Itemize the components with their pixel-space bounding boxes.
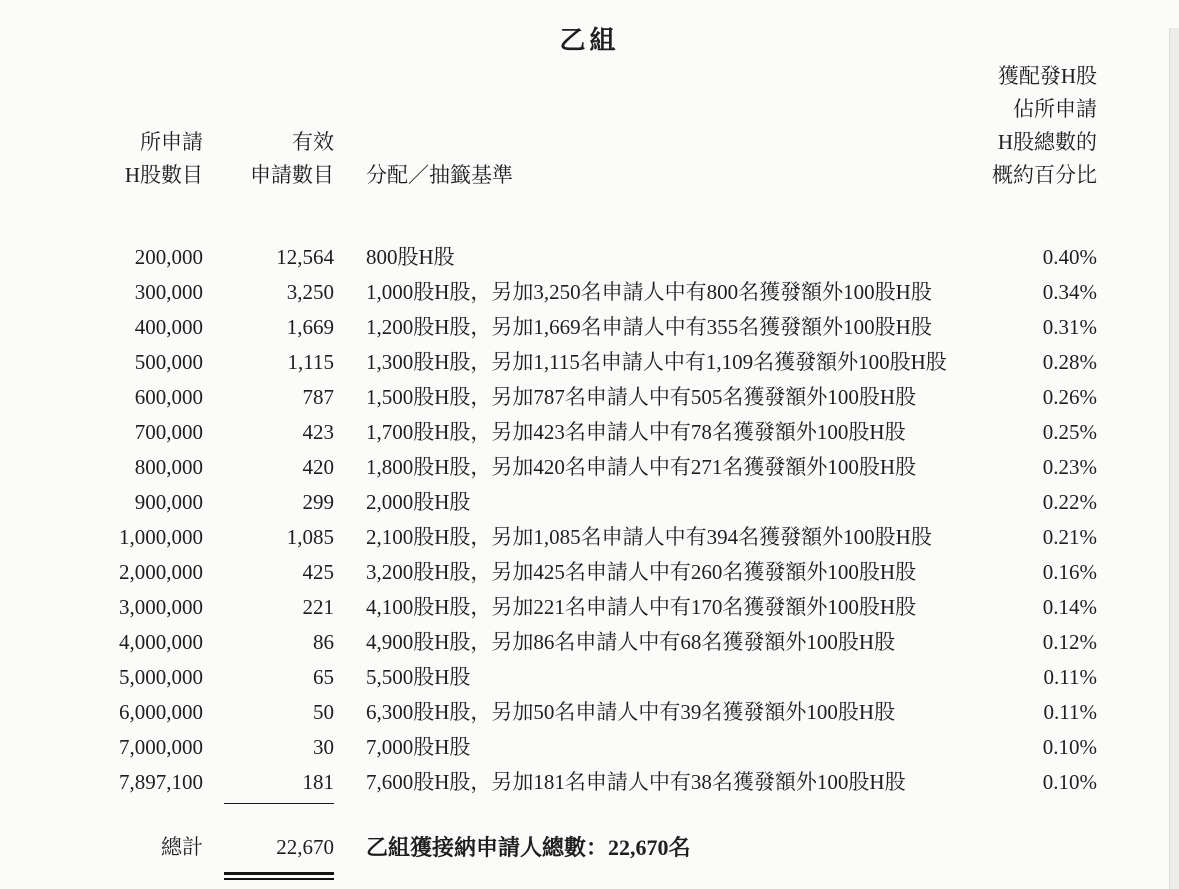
page-title: 乙組 <box>559 26 620 55</box>
scan-edge-shadow <box>1169 28 1179 889</box>
cell-applied-shares: 1,000,000 <box>119 525 203 549</box>
table-row <box>0 625 1179 660</box>
cell-percentage: 0.11% <box>1043 665 1097 689</box>
table-row <box>0 450 1179 485</box>
cell-percentage: 0.34% <box>1042 280 1097 304</box>
header-valid-applications <box>203 126 334 192</box>
header-percentage-line4: 概約百分比 <box>992 163 1097 187</box>
cell-applied-shares: 7,000,000 <box>119 735 203 759</box>
cell-valid-applications: 221 <box>302 595 334 619</box>
cell-valid-applications: 181 <box>302 770 334 794</box>
cell-applied-shares: 6,000,000 <box>119 700 203 724</box>
cell-valid-applications: 1,669 <box>286 315 334 339</box>
cell-allocation-basis: 5,500股H股 <box>366 665 471 689</box>
table-row <box>0 485 1179 520</box>
table-row <box>0 695 1179 730</box>
cell-percentage: 0.11% <box>1043 700 1097 724</box>
cell-applied-shares: 4,000,000 <box>119 630 203 654</box>
table-body <box>0 240 1179 800</box>
header-allocation-basis: 分配／抽籤基準 <box>366 163 513 187</box>
cell-applied-shares: 400,000 <box>134 315 203 339</box>
cell-allocation-basis: 4,900股H股，另加86名申請人中有68名獲發額外100股H股 <box>366 630 896 654</box>
header-percentage-line1: 獲配發H股 <box>997 64 1097 88</box>
header-applied-line1: 所申請 <box>140 130 203 154</box>
table-row <box>0 345 1179 380</box>
cell-applied-shares: 200,000 <box>134 245 203 269</box>
subtotal-rule-row <box>0 800 1179 804</box>
cell-allocation-basis: 7,000股H股 <box>366 735 471 759</box>
cell-valid-applications: 299 <box>302 490 334 514</box>
cell-valid-applications: 50 <box>313 700 334 724</box>
cell-applied-shares: 7,897,100 <box>119 770 203 794</box>
cell-allocation-basis: 1,800股H股，另加420名申請人中有271名獲發額外100股H股 <box>366 455 917 479</box>
cell-valid-applications: 3,250 <box>286 280 334 304</box>
cell-valid-applications: 12,564 <box>276 245 334 269</box>
cell-percentage: 0.26% <box>1042 385 1097 409</box>
cell-applied-shares: 2,000,000 <box>119 560 203 584</box>
cell-applied-shares: 800,000 <box>134 455 203 479</box>
table-row <box>0 380 1179 415</box>
cell-valid-applications: 65 <box>313 665 334 689</box>
header-valid-line1: 有效 <box>292 130 334 154</box>
cell-applied-shares: 300,000 <box>134 280 203 304</box>
cell-percentage: 0.16% <box>1042 560 1097 584</box>
cell-applied-shares: 600,000 <box>134 385 203 409</box>
cell-allocation-basis: 1,500股H股，另加787名申請人中有505名獲發額外100股H股 <box>366 385 917 409</box>
cell-valid-applications: 423 <box>302 420 334 444</box>
cell-percentage: 0.10% <box>1042 770 1097 794</box>
cell-valid-applications: 1,115 <box>287 350 334 374</box>
table-row <box>0 310 1179 345</box>
cell-allocation-basis: 2,000股H股 <box>366 490 471 514</box>
cell-applied-shares: 500,000 <box>134 350 203 374</box>
table-row <box>0 415 1179 450</box>
cell-percentage: 0.40% <box>1042 245 1097 269</box>
cell-valid-applications: 1,085 <box>286 525 334 549</box>
single-rule <box>224 803 334 804</box>
header-applied-shares <box>0 126 203 192</box>
cell-allocation-basis: 1,200股H股，另加1,669名申請人中有355名獲發額外100股H股 <box>366 315 932 339</box>
cell-allocation-basis: 1,300股H股，另加1,115名申請人中有1,109名獲發額外100股H股 <box>366 350 947 374</box>
cell-allocation-basis: 2,100股H股，另加1,085名申請人中有394名獲發額外100股H股 <box>366 525 932 549</box>
cell-allocation-basis: 7,600股H股，另加181名申請人中有38名獲發額外100股H股 <box>366 770 906 794</box>
total-row <box>0 830 1179 865</box>
cell-percentage: 0.21% <box>1042 525 1097 549</box>
header-percentage-line3: H股總數的 <box>997 130 1097 154</box>
table-row <box>0 240 1179 275</box>
table-row <box>0 275 1179 310</box>
cell-valid-applications: 425 <box>302 560 334 584</box>
cell-percentage: 0.14% <box>1042 595 1097 619</box>
total-label: 總計 <box>161 835 203 859</box>
header-percentage <box>952 60 1097 192</box>
cell-percentage: 0.22% <box>1042 490 1097 514</box>
cell-valid-applications: 420 <box>302 455 334 479</box>
cell-applied-shares: 5,000,000 <box>119 665 203 689</box>
header-valid-line2: 申請數目 <box>250 163 334 187</box>
cell-percentage: 0.12% <box>1042 630 1097 654</box>
total-valid-count: 22,670 <box>276 835 334 859</box>
cell-percentage: 0.23% <box>1042 455 1097 479</box>
header-applied-line2: H股數目 <box>124 163 203 187</box>
double-rule <box>224 872 334 880</box>
table-row <box>0 590 1179 625</box>
cell-valid-applications: 787 <box>302 385 334 409</box>
cell-percentage: 0.28% <box>1042 350 1097 374</box>
cell-valid-applications: 86 <box>313 630 334 654</box>
table-row <box>0 765 1179 800</box>
cell-percentage: 0.25% <box>1042 420 1097 444</box>
table-row <box>0 555 1179 590</box>
table-row <box>0 660 1179 695</box>
total-note: 乙組獲接納申請人總數：22,670名 <box>366 835 691 860</box>
table-header <box>0 60 1179 192</box>
table-row <box>0 520 1179 555</box>
table-row <box>0 730 1179 765</box>
cell-applied-shares: 3,000,000 <box>119 595 203 619</box>
cell-allocation-basis: 4,100股H股，另加221名申請人中有170名獲發額外100股H股 <box>366 595 917 619</box>
cell-applied-shares: 900,000 <box>134 490 203 514</box>
cell-applied-shares: 700,000 <box>134 420 203 444</box>
cell-percentage: 0.31% <box>1042 315 1097 339</box>
cell-allocation-basis: 1,000股H股，另加3,250名申請人中有800名獲發額外100股H股 <box>366 280 932 304</box>
cell-allocation-basis: 3,200股H股，另加425名申請人中有260名獲發額外100股H股 <box>366 560 917 584</box>
cell-allocation-basis: 1,700股H股，另加423名申請人中有78名獲發額外100股H股 <box>366 420 906 444</box>
cell-valid-applications: 30 <box>313 735 334 759</box>
cell-allocation-basis: 800股H股 <box>366 245 455 269</box>
cell-percentage: 0.10% <box>1042 735 1097 759</box>
grand-total-rule-row <box>0 865 1179 880</box>
header-percentage-line2: 佔所申請 <box>1013 97 1097 121</box>
cell-allocation-basis: 6,300股H股，另加50名申請人中有39名獲發額外100股H股 <box>366 700 896 724</box>
